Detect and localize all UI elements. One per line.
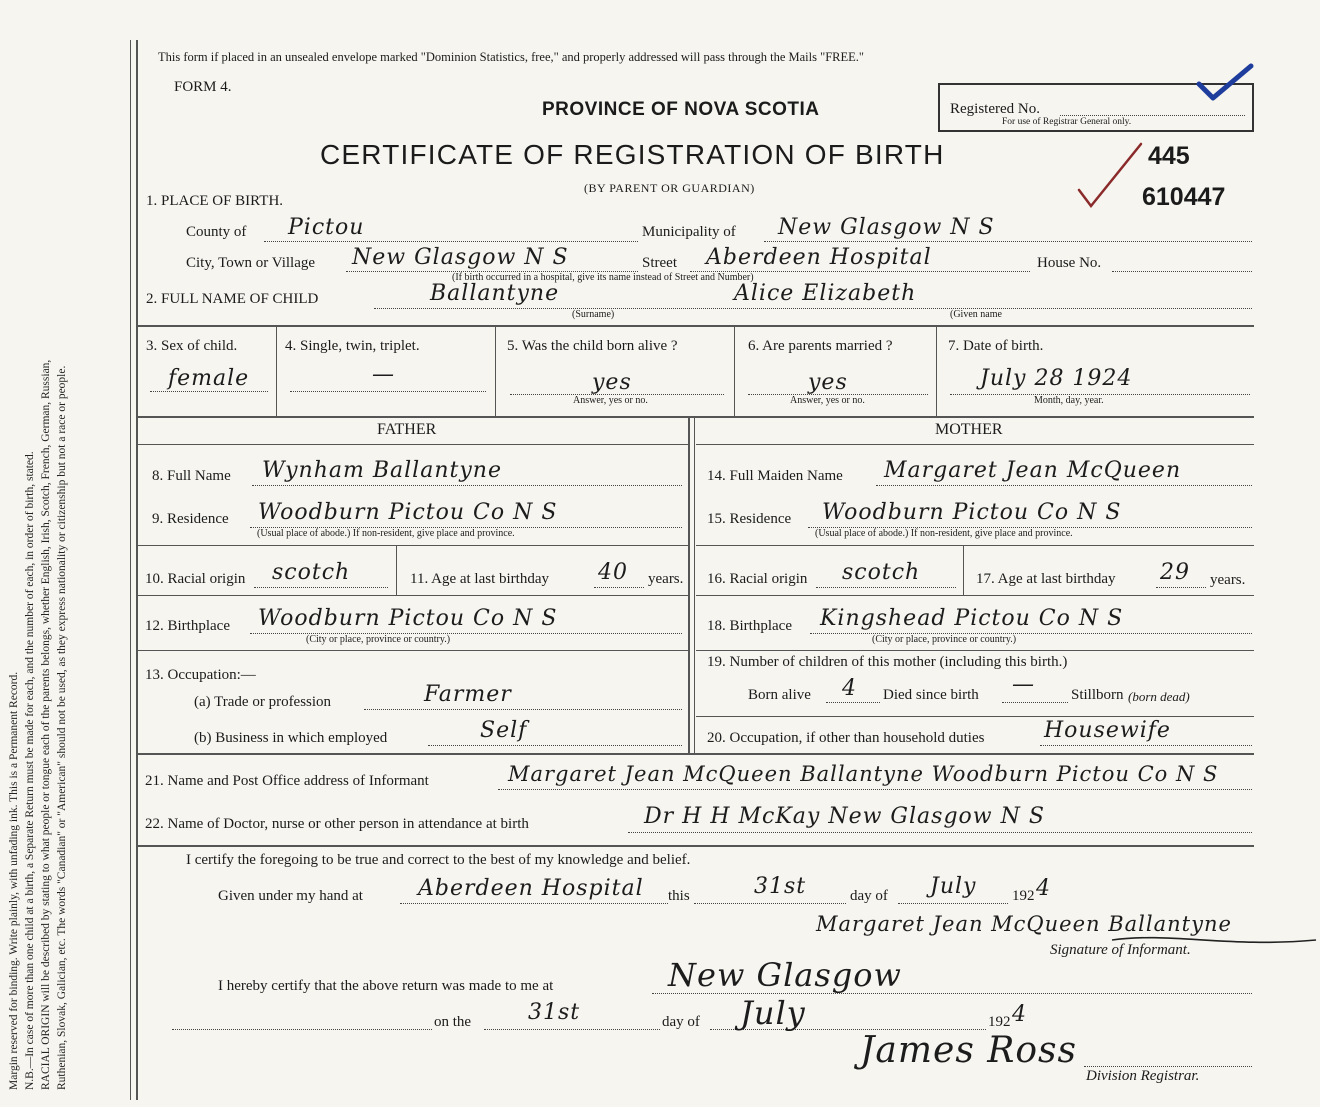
mother-birthplace-value: Kingshead Pictou Co N S xyxy=(820,606,1124,631)
father-racial-value: scotch xyxy=(272,560,351,585)
born-alive-label: 5. Was the child born alive ? xyxy=(507,338,678,354)
born-alive-value: yes xyxy=(592,370,632,395)
father-birthplace-label: 12. Birthplace xyxy=(145,618,230,634)
surname-value: Ballantyne xyxy=(430,281,560,306)
informant-signature-caption: Signature of Informant. xyxy=(1050,942,1191,958)
mother-residence-label: 15. Residence xyxy=(707,511,792,527)
trade-label: (a) Trade or profession xyxy=(194,694,332,710)
parents-married-value: yes xyxy=(808,370,848,395)
margin-rule xyxy=(136,40,138,1100)
registrar-caption: Division Registrar. xyxy=(1086,1068,1200,1084)
date-of-birth-value: July 28 1924 xyxy=(980,366,1133,391)
business-label: (b) Business in which employed xyxy=(194,730,388,746)
father-occupation-label: 13. Occupation:— xyxy=(145,667,256,683)
informant-label: 21. Name and Post Office address of Informant xyxy=(145,773,429,789)
father-racial-label: 10. Racial origin xyxy=(145,571,246,587)
number-top: 445 xyxy=(1148,142,1190,170)
registrar-signature: James Ross xyxy=(860,1030,1077,1071)
street-value: Aberdeen Hospital xyxy=(706,245,932,270)
registrar-year-prefix: 192 xyxy=(988,1014,1011,1030)
father-years: years. xyxy=(648,571,684,587)
trade-value: Farmer xyxy=(424,682,512,707)
father-residence-label: 9. Residence xyxy=(152,511,229,527)
number-main: 610447 xyxy=(1142,183,1226,211)
mother-racial-value: scotch xyxy=(842,560,921,585)
city-value: New Glasgow N S xyxy=(352,245,569,270)
died-since-birth-label: Died since birth xyxy=(883,687,979,703)
divider xyxy=(138,753,1254,755)
registrar-day-value: 31st xyxy=(528,1000,581,1025)
margin-note: RACIAL ORIGIN will be described by stating to what people or tongue each of the parents belongs, whether English, Irish, Scotch, French, German, Russian, xyxy=(40,359,52,1090)
red-checkmark-icon xyxy=(1075,140,1145,212)
sex-value: female xyxy=(168,366,250,391)
given-name-caption: (Given name xyxy=(950,309,1002,320)
house-label: House No. xyxy=(1037,255,1102,271)
father-age-value: 40 xyxy=(598,560,628,585)
divider xyxy=(138,325,1254,327)
given-day-value: 31st xyxy=(754,874,807,899)
divider xyxy=(138,845,1254,847)
registrar-month-value: July xyxy=(740,994,806,1032)
father-name-value: Wynham Ballantyne xyxy=(262,458,502,483)
margin-note: Ruthenian, Slovak, Galician, etc. The words "Canadian" or "American" should not be used, as they express nationality or citizenship but not a race or people. xyxy=(56,365,68,1090)
on-the-label: on the xyxy=(434,1014,472,1030)
father-birthplace-caption: (City or place, province or country.) xyxy=(306,634,451,645)
mother-name-value: Margaret Jean McQueen xyxy=(884,458,1182,483)
mother-residence-caption: (Usual place of abode.) If non-resident, give place and province. xyxy=(815,528,1073,539)
given-name-value: Alice Elizabeth xyxy=(734,281,917,306)
sex-label: 3. Sex of child. xyxy=(146,338,238,354)
doctor-value: Dr H H McKay New Glasgow N S xyxy=(644,804,1045,829)
informant-value: Margaret Jean McQueen Ballantyne Woodburn Pictou Co N S xyxy=(508,762,1219,786)
certificate-title: CERTIFICATE OF REGISTRATION OF BIRTH xyxy=(320,139,945,170)
mail-notice: This form if placed in an unsealed envelope marked "Dominion Statistics, free," and properly addressed will pass through the Mails "FREE." xyxy=(158,50,865,64)
city-label: City, Town or Village xyxy=(186,255,316,271)
stillborn-label: Stillborn xyxy=(1071,687,1124,703)
date-of-birth-caption: Month, day, year. xyxy=(1034,395,1104,406)
mother-age-value: 29 xyxy=(1160,560,1190,585)
multiple-birth-label: 4. Single, twin, triplet. xyxy=(285,338,420,354)
date-of-birth-label: 7. Date of birth. xyxy=(948,338,1044,354)
municipality-value: New Glasgow N S xyxy=(778,215,995,240)
mother-years: years. xyxy=(1210,572,1246,588)
municipality-label: Municipality of xyxy=(642,224,736,240)
doctor-label: 22. Name of Doctor, nurse or other person in attendance at birth xyxy=(145,816,529,832)
given-under-label: Given under my hand at xyxy=(218,888,363,904)
child-name-label: 2. FULL NAME OF CHILD xyxy=(146,291,319,307)
mother-occupation-value: Housewife xyxy=(1044,718,1171,743)
born-alive-count-label: Born alive xyxy=(748,687,811,703)
county-label: County of xyxy=(186,224,247,240)
mother-heading: MOTHER xyxy=(935,421,1003,438)
province-heading: PROVINCE OF NOVA SCOTIA xyxy=(542,99,820,120)
children-count-label: 19. Number of children of this mother (including this birth.) xyxy=(707,654,1068,670)
father-heading: FATHER xyxy=(377,421,437,438)
margin-note: Margin reserved for binding. Write plainly, with unfading ink. This is a Permanent Record. xyxy=(8,671,20,1090)
parents-married-label: 6. Are parents married ? xyxy=(748,338,893,354)
mother-age-label: 17. Age at last birthday xyxy=(976,571,1116,587)
multiple-birth-value: — xyxy=(372,362,395,387)
street-label: Street xyxy=(642,255,677,271)
parents-married-caption: Answer, yes or no. xyxy=(790,395,865,406)
father-residence-caption: (Usual place of abode.) If non-resident, give place and province. xyxy=(257,528,515,539)
margin-rule xyxy=(130,40,131,1100)
checkmark-icon xyxy=(1195,62,1255,107)
father-name-label: 8. Full Name xyxy=(152,468,231,484)
father-birthplace-value: Woodburn Pictou Co N S xyxy=(258,606,558,631)
informant-signature: Margaret Jean McQueen Ballantyne xyxy=(816,912,1232,936)
mother-birthplace-caption: (City or place, province or country.) xyxy=(872,634,1017,645)
registrar-statement: I hereby certify that the above return was made to me at xyxy=(218,978,554,994)
given-year-digit: 4 xyxy=(1036,876,1051,901)
given-month-value: July xyxy=(930,874,977,899)
mother-racial-label: 16. Racial origin xyxy=(707,571,808,587)
divider xyxy=(138,416,1254,418)
registrar-year-digit: 4 xyxy=(1012,1002,1027,1027)
hospital-note: (If birth occurred in a hospital, give its name instead of Street and Number) xyxy=(452,272,754,283)
this-label: this xyxy=(668,888,690,904)
registered-note: For use of Registrar General only. xyxy=(1002,117,1132,127)
born-alive-count-value: 4 xyxy=(842,676,857,701)
mother-name-label: 14. Full Maiden Name xyxy=(707,468,843,484)
place-of-birth-label: 1. PLACE OF BIRTH. xyxy=(146,193,284,209)
father-age-label: 11. Age at last birthday xyxy=(410,571,549,587)
registrar-place-value: New Glasgow xyxy=(668,956,902,994)
surname-caption: (Surname) xyxy=(572,309,615,320)
county-value: Pictou xyxy=(288,215,365,240)
business-value: Self xyxy=(480,718,528,743)
mother-occupation-label: 20. Occupation, if other than household duties xyxy=(707,730,985,746)
certificate-subtitle: (BY PARENT OR GUARDIAN) xyxy=(584,181,755,195)
form-number: FORM 4. xyxy=(174,79,232,95)
stillborn-caption: (born dead) xyxy=(1128,689,1190,704)
margin-notes xyxy=(6,30,70,1090)
father-residence-value: Woodburn Pictou Co N S xyxy=(258,500,558,525)
died-since-birth-value: — xyxy=(1012,672,1035,697)
mother-residence-value: Woodburn Pictou Co N S xyxy=(822,500,1122,525)
certify-statement: I certify the foregoing to be true and correct to the best of my knowledge and belief. xyxy=(186,852,691,868)
mother-birthplace-label: 18. Birthplace xyxy=(707,618,792,634)
column-divider xyxy=(688,418,690,753)
margin-note: N.B.—In case of more than one child at a birth, a Separate Return must be made for each, and the number of each, in order of birth, stated. xyxy=(24,451,36,1090)
registrar-day-of-label: day of xyxy=(662,1014,700,1030)
given-year-prefix: 192 xyxy=(1012,888,1035,904)
day-of-label: day of xyxy=(850,888,888,904)
registered-label: Registered No. xyxy=(950,101,1040,117)
born-alive-caption: Answer, yes or no. xyxy=(573,395,648,406)
given-place-value: Aberdeen Hospital xyxy=(418,876,644,901)
